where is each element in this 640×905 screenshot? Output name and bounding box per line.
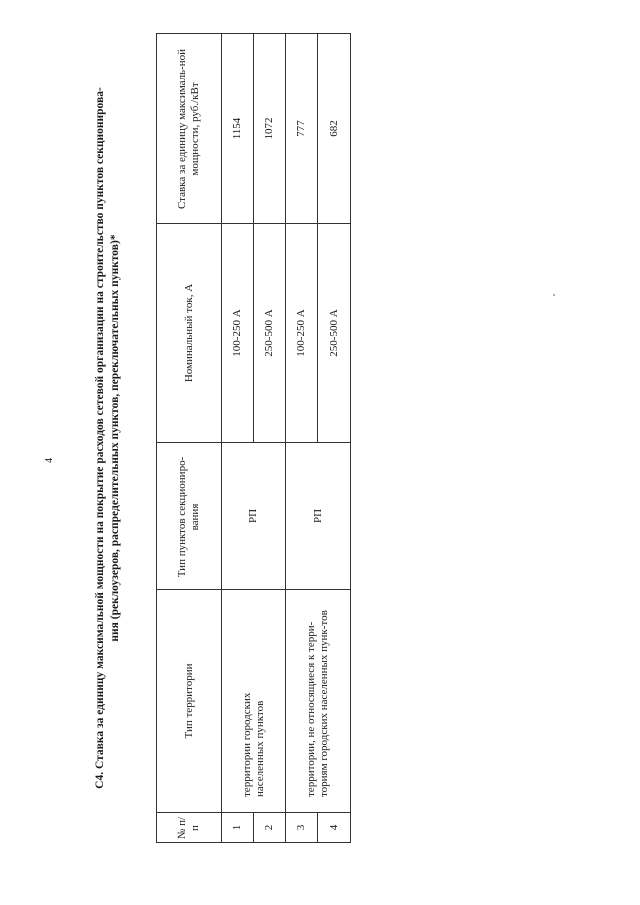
- header-territory: Тип территории: [182, 663, 195, 739]
- title-line-2: ния (реклоузеров, распределительных пунктов, переключательных пунктов)*: [109, 234, 121, 642]
- type-cell: РП: [247, 508, 259, 524]
- type-cell: РП: [311, 508, 324, 524]
- rates-table: [156, 33, 351, 843]
- row-num: 2: [263, 824, 275, 831]
- rotated-page-content: [93, 33, 533, 843]
- scan-speck: [553, 294, 555, 296]
- current-cell: 250-500 А: [327, 309, 340, 357]
- header-current: Номинальный ток, А: [182, 283, 195, 383]
- header-num: № п/п: [176, 816, 201, 840]
- current-cell: 250-500 А: [263, 309, 275, 357]
- current-cell: 100-250 А: [231, 309, 243, 357]
- page-number: 4: [44, 458, 55, 463]
- header-type: Тип пунктов секциониро-вания: [176, 456, 201, 578]
- rate-cell: 1154: [231, 117, 243, 140]
- row-num: 3: [295, 824, 307, 831]
- territory-cell: территории, не относящиеся к терри-ториям городских населенных пунк-тов: [305, 610, 330, 797]
- header-rate: Ставка за единицу максималь-ной мощности, руб./кВт: [176, 48, 201, 210]
- rate-cell: 777: [295, 120, 307, 137]
- territory-cell: территории городских населенных пунктов: [240, 692, 266, 797]
- table-title: [93, 33, 153, 843]
- rate-cell: 1072: [263, 117, 275, 140]
- row-num: 4: [327, 824, 340, 831]
- current-cell: 100-250 А: [295, 309, 307, 357]
- rate-cell: 682: [327, 120, 340, 137]
- row-num: 1: [231, 824, 243, 831]
- title-line-1: С4. Ставка за единицу максимальной мощности на покрытие расходов сетевой организации на строительство пунктов секционирова-: [94, 87, 106, 789]
